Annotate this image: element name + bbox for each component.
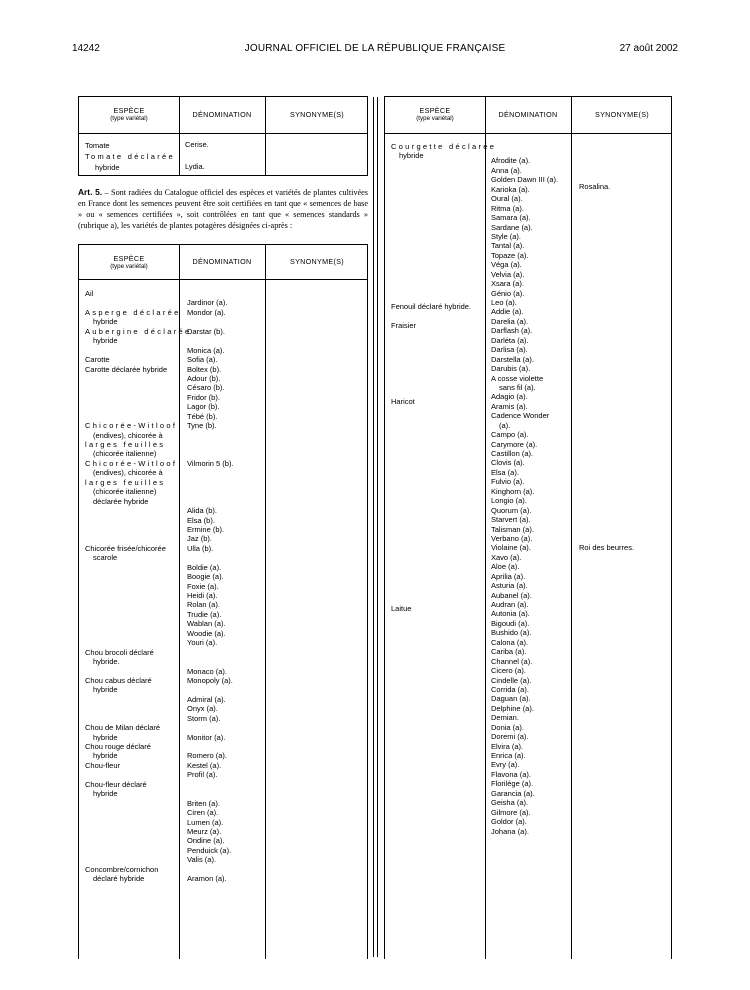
- denomination-list: [491, 147, 558, 836]
- list-item: [85, 638, 191, 647]
- list-item: Romero (a).: [187, 751, 228, 761]
- list-item: [85, 506, 191, 515]
- list-item: Aramon (a).: [187, 874, 227, 884]
- list-item: Fenouil déclaré hybride.: [391, 302, 472, 312]
- list-item: Autonia (a).: [491, 609, 530, 619]
- list-item: Channel (a).: [491, 656, 533, 666]
- list-item: Castillon (a).: [491, 449, 534, 458]
- list-item: [391, 453, 496, 462]
- list-item: [85, 374, 191, 383]
- list-item: [85, 808, 191, 817]
- list-item: sans fil (a).: [499, 382, 536, 392]
- list-item: [85, 667, 191, 676]
- list-item: Courgette déclarée: [391, 142, 497, 151]
- list-item: Chicorée frisée/chicorée: [85, 543, 166, 553]
- list-item: Darelia (a).: [491, 316, 529, 326]
- list-item: Darstar (b).: [187, 326, 225, 336]
- list-item: [85, 629, 191, 638]
- list-item: (chicorée italienne): [93, 487, 157, 497]
- column-separator: [373, 97, 374, 957]
- list-item: Xavo (a).: [491, 552, 522, 562]
- list-item: Garancia (a).: [491, 788, 535, 798]
- list-item: Aramis (a).: [491, 401, 528, 411]
- list-item: [391, 340, 496, 349]
- list-item: [85, 799, 191, 808]
- list-item: Bushido (a).: [491, 628, 532, 638]
- list-item: [187, 648, 234, 657]
- list-item: Doremi (a).: [491, 732, 529, 742]
- list-item: Asturia (a).: [491, 581, 528, 591]
- list-item: Ermine (b).: [187, 524, 225, 534]
- list-item: [391, 510, 496, 519]
- list-item: [391, 161, 496, 170]
- list-item: [187, 789, 234, 798]
- list-item: Anna (a).: [491, 165, 522, 175]
- list-item: Chou brocoli déclaré: [85, 647, 154, 657]
- list-item: Césaro (b).: [187, 383, 225, 393]
- list-item: Darléta (a).: [491, 335, 529, 345]
- list-item: [391, 359, 496, 368]
- list-item: (a).: [499, 420, 511, 430]
- list-item: Talisman (a).: [491, 524, 534, 534]
- list-item: Tébé (b).: [187, 411, 218, 421]
- list-item: Fulvio (a).: [491, 477, 525, 487]
- list-item: Flavona (a).: [491, 769, 532, 779]
- list-item: hybride: [93, 732, 118, 742]
- list-item: Violaine (a).: [491, 543, 531, 553]
- list-item: [391, 274, 496, 283]
- list-item: [187, 431, 234, 440]
- list-item: [85, 770, 191, 779]
- denomination-list: Cerise. Lydia.: [185, 140, 209, 171]
- publication-date: 27 août 2002: [619, 43, 678, 54]
- list-item: [85, 534, 191, 543]
- list-item: [85, 591, 191, 600]
- list-item: [187, 657, 234, 666]
- list-item: Afrodite (a).: [491, 156, 531, 166]
- list-item: [391, 548, 496, 557]
- list-item: Profil (a).: [187, 770, 218, 780]
- species-list: Tomate Tomate déclarée hybride: [85, 141, 175, 172]
- list-item: [391, 406, 496, 415]
- page-number: 14242: [72, 43, 100, 54]
- list-item: Bigoudi (a).: [491, 618, 530, 628]
- column-header-denomination: DÉNOMINATION: [192, 257, 252, 266]
- list-item: [391, 227, 496, 236]
- list-item: [391, 501, 496, 510]
- list-item: Adagio (a).: [491, 392, 528, 402]
- list-item: Golden Dawn III (a).: [491, 175, 559, 185]
- list-item: Onyx (a).: [187, 704, 218, 714]
- list-item: [391, 378, 496, 387]
- list-item: [187, 317, 234, 326]
- list-item: [85, 516, 191, 525]
- list-item: [391, 444, 496, 453]
- list-item: [187, 865, 234, 874]
- list-item: Boltex (b).: [187, 364, 222, 374]
- list-item: [391, 463, 496, 472]
- list-item: Aloe (a).: [491, 562, 520, 572]
- list-item: Aprilia (a).: [491, 571, 526, 581]
- list-item: [391, 472, 496, 481]
- list-item: scarole: [93, 553, 118, 563]
- list-item: hybride: [93, 317, 118, 327]
- column-header-denomination: DÉNOMINATION: [192, 110, 252, 119]
- list-item: [391, 180, 496, 189]
- list-item: Boldie (a).: [187, 562, 222, 572]
- list-item: [85, 619, 191, 628]
- list-item: larges feuilles: [85, 440, 166, 449]
- species-list: [85, 289, 191, 884]
- journal-title: JOURNAL OFFICIEL DE LA RÉPUBLIQUE FRANÇAISE: [244, 43, 506, 54]
- list-item: [85, 704, 191, 713]
- column-header-espece: ESPÈCE (type variétal): [416, 106, 454, 122]
- list-item: [85, 393, 191, 402]
- list-item: Ulla (b).: [187, 543, 214, 553]
- list-item: Briten (a).: [187, 798, 220, 808]
- list-item: Lagor (b).: [187, 402, 220, 412]
- column-header-synonymes: SYNONYME(S): [594, 110, 650, 119]
- list-item: [85, 818, 191, 827]
- list-item: [391, 387, 496, 396]
- list-item: [391, 538, 496, 547]
- list-item: [187, 780, 234, 789]
- list-item: [187, 440, 234, 449]
- list-item: [85, 572, 191, 581]
- list-item: Xsara (a).: [491, 279, 524, 289]
- list-item: [391, 520, 496, 529]
- list-item: hybride: [93, 336, 118, 346]
- list-item: Monica (a).: [187, 345, 225, 355]
- list-item: Alida (b).: [187, 506, 218, 516]
- list-item: [391, 482, 496, 491]
- table-left: [78, 244, 368, 959]
- list-item: [85, 610, 191, 619]
- list-item: Heidi (a).: [187, 591, 218, 600]
- list-item: Aubergine déclarée: [85, 326, 192, 336]
- list-item: Corrida (a).: [491, 684, 529, 694]
- list-item: [187, 478, 234, 487]
- column-header-espece: ESPÈCE (type variétal): [110, 254, 148, 270]
- list-item: [391, 350, 496, 359]
- list-item: [85, 383, 191, 392]
- list-item: [187, 685, 234, 694]
- list-item: Addie (a).: [491, 307, 524, 317]
- column-header-espece: ESPÈCE (type variétal): [110, 106, 148, 122]
- list-item: hybride: [399, 151, 424, 161]
- list-item: [187, 289, 234, 298]
- list-item: [391, 331, 496, 340]
- list-item: [391, 246, 496, 255]
- list-item: Youri (a).: [187, 638, 218, 648]
- list-item: Concombre/cornichon: [85, 864, 159, 874]
- species-list: [391, 142, 496, 614]
- list-item: Darstella (a).: [491, 354, 534, 364]
- list-item: Evry (a).: [491, 760, 520, 770]
- list-item: Chou-fleur déclaré: [85, 779, 147, 789]
- list-item: Jaz (b).: [187, 534, 213, 544]
- list-item: [391, 595, 496, 604]
- column-header-synonymes: SYNONYME(S): [289, 110, 345, 119]
- list-item: Fridor (b).: [187, 392, 220, 402]
- list-item: Cindelle (a).: [491, 675, 532, 685]
- list-item: Sofia (a).: [187, 355, 218, 365]
- list-item: Florilège (a).: [491, 779, 534, 789]
- list-item: Mondor (a).: [187, 307, 226, 317]
- list-item: Campo (a).: [491, 430, 529, 440]
- list-item: Carotte déclarée hybride: [85, 364, 168, 374]
- list-item: (endives), chicorée à: [93, 468, 163, 478]
- list-item: [85, 714, 191, 723]
- list-item: Valis (a).: [187, 855, 217, 865]
- list-item: Chou-fleur: [85, 760, 121, 770]
- list-item: hybride.: [93, 657, 120, 667]
- list-item: Chou cabus déclaré: [85, 675, 152, 685]
- list-item: Gilmore (a).: [491, 807, 531, 817]
- list-item: Elvira (a).: [491, 741, 524, 751]
- list-item: Tyne (b).: [187, 421, 217, 431]
- list-item: [85, 846, 191, 855]
- list-item: [187, 723, 234, 732]
- list-item: Boogie (a).: [187, 572, 224, 582]
- list-item: Tantal (a).: [491, 241, 525, 251]
- list-item: Audran (a).: [491, 600, 529, 609]
- list-item: Chicorée-Witloof: [85, 421, 178, 431]
- column-separator-2: [377, 97, 378, 957]
- list-item: [187, 497, 234, 506]
- list-item: Cicero (a).: [491, 666, 527, 676]
- list-item: hybride: [93, 685, 118, 695]
- list-item: [391, 567, 496, 576]
- list-item: Cariba (a).: [491, 647, 527, 657]
- list-item: Lumen (a).: [187, 817, 224, 827]
- list-item: Kestel (a).: [187, 760, 222, 770]
- list-item: Monitor (a).: [187, 732, 226, 742]
- list-item: Daguan (a).: [491, 694, 531, 704]
- list-item: Donia (a).: [491, 722, 524, 732]
- list-item: [85, 412, 191, 421]
- synonym-roi-des-beurres: Roi des beurres.: [579, 543, 635, 552]
- list-item: Style (a).: [491, 231, 522, 241]
- list-item: [391, 435, 496, 444]
- list-item: [85, 695, 191, 704]
- list-item: Darubis (a).: [491, 364, 531, 374]
- list-item: (endives), chicorée à: [93, 430, 163, 440]
- list-item: Chou de Milan déclaré: [85, 723, 161, 733]
- list-item: [391, 284, 496, 293]
- list-item: Meurz (a).: [187, 826, 222, 836]
- list-item: Elsa (a).: [491, 467, 519, 477]
- list-item: Woodie (a).: [187, 628, 226, 638]
- list-item: Oural (a).: [491, 194, 523, 204]
- list-item: Ritma (a).: [491, 203, 524, 213]
- list-item: Starvert (a).: [491, 515, 531, 525]
- list-item: Sardane (a).: [491, 222, 533, 232]
- list-item: [187, 449, 234, 458]
- list-item: Leo (a).: [491, 298, 517, 307]
- list-item: [391, 218, 496, 227]
- list-item: [491, 147, 558, 156]
- list-item: Vilmorin 5 (b).: [187, 458, 234, 468]
- column-header-synonymes: SYNONYME(S): [289, 257, 345, 266]
- list-item: A cosse violette: [491, 373, 544, 383]
- list-item: [187, 487, 234, 496]
- list-item: hybride: [93, 789, 118, 799]
- list-item: Adour (b).: [187, 373, 221, 383]
- list-item: Longio (a).: [491, 496, 527, 506]
- list-item: Goldor (a).: [491, 817, 527, 827]
- list-item: Jardinor (a).: [187, 298, 228, 308]
- list-item: Karioka (a).: [491, 184, 530, 194]
- list-item: [187, 553, 234, 562]
- list-item: [85, 402, 191, 411]
- list-item: Ciren (a).: [187, 808, 219, 818]
- list-item: Monopoly (a).: [187, 675, 233, 685]
- list-item: Chicorée-Witloof: [85, 458, 178, 468]
- list-item: Aubanel (a).: [491, 590, 532, 600]
- list-item: Trudie (a).: [187, 609, 222, 619]
- list-item: [85, 836, 191, 845]
- list-item: [391, 576, 496, 585]
- list-item: [391, 170, 496, 179]
- list-item: [391, 255, 496, 264]
- table-tomate: [78, 96, 368, 176]
- list-item: Monaco (a).: [187, 666, 228, 676]
- list-item: Kinghorn (a).: [491, 486, 535, 496]
- list-item: Cadence Wonder: [491, 411, 550, 421]
- list-item: Darflash (a).: [491, 326, 533, 336]
- list-item: [85, 525, 191, 534]
- list-item: larges feuilles: [85, 477, 166, 487]
- list-item: [85, 855, 191, 864]
- list-item: [85, 582, 191, 591]
- list-item: Génio (a).: [491, 288, 525, 298]
- list-item: [391, 586, 496, 595]
- list-item: déclaré hybride: [93, 874, 145, 884]
- list-item: Haricot: [391, 396, 415, 406]
- list-item: Velvia (a).: [491, 269, 525, 279]
- list-item: déclarée hybride: [93, 496, 149, 506]
- list-item: Ail: [85, 289, 94, 298]
- list-item: Geisha (a).: [491, 798, 529, 808]
- list-item: [391, 425, 496, 434]
- list-item: [391, 491, 496, 500]
- list-item: [187, 742, 234, 751]
- list-item: Penduick (a).: [187, 845, 232, 855]
- list-item: [391, 369, 496, 378]
- list-item: [391, 189, 496, 198]
- list-item: [85, 827, 191, 836]
- list-item: [187, 468, 234, 477]
- list-item: Fraisier: [391, 321, 417, 331]
- list-item: [391, 293, 496, 302]
- list-item: Topaze (a).: [491, 250, 529, 260]
- list-item: [85, 298, 191, 307]
- list-item: Carymore (a).: [491, 439, 538, 449]
- synonym-rosalina: Rosalina.: [579, 182, 611, 191]
- list-item: [391, 312, 496, 321]
- table-right: [384, 96, 672, 959]
- article-5-paragraph: Art. 5. – Sont radiées du Catalogue officiel des espèces et variétés de plantes cultivées en France dont les semences peuvent être soit certifiées en tant que « semences de base » ou « semences certifiées », soit contrôlées en tant que « semences standards » (rubrique a), les variétés de plantes potagères désignées ci-après :: [78, 187, 368, 230]
- list-item: Quorum (a).: [491, 505, 532, 515]
- list-item: Samara (a).: [491, 213, 531, 223]
- list-item: Demian.: [491, 713, 519, 723]
- list-item: [391, 236, 496, 245]
- list-item: Rolan (a).: [187, 600, 220, 610]
- column-header-denomination: DÉNOMINATION: [498, 110, 558, 119]
- list-item: Elsa (b).: [187, 515, 215, 525]
- list-item: Clovis (a).: [491, 458, 525, 468]
- list-item: Foxie (a).: [187, 581, 219, 591]
- list-item: Storm (a).: [187, 713, 221, 723]
- list-item: Carotte: [85, 355, 110, 365]
- list-item: [85, 346, 191, 355]
- list-item: Ondine (a).: [187, 836, 225, 846]
- list-item: [85, 600, 191, 609]
- list-item: Asperge déclarée: [85, 307, 181, 317]
- list-item: Wablan (a).: [187, 619, 226, 629]
- list-item: [85, 563, 191, 572]
- list-item: Delphine (a).: [491, 703, 534, 713]
- list-item: [391, 199, 496, 208]
- list-item: Laitue: [391, 604, 412, 614]
- list-item: [391, 265, 496, 274]
- list-item: Véga (a).: [491, 260, 522, 270]
- list-item: hybride: [93, 751, 118, 761]
- list-item: [391, 529, 496, 538]
- list-item: [391, 557, 496, 566]
- list-item: (chicorée italienne): [93, 449, 157, 459]
- list-item: Enrica (a).: [491, 751, 526, 760]
- list-item: Darlisa (a).: [491, 345, 528, 355]
- list-item: Chou rouge déclaré: [85, 742, 151, 751]
- list-item: [187, 336, 234, 345]
- list-item: Calona (a).: [491, 637, 529, 647]
- list-item: [391, 208, 496, 217]
- list-item: Johana (a).: [491, 826, 529, 836]
- list-item: [391, 416, 496, 425]
- denomination-list: [187, 289, 234, 884]
- list-item: Verbano (a).: [491, 533, 533, 543]
- list-item: Admiral (a).: [187, 694, 226, 704]
